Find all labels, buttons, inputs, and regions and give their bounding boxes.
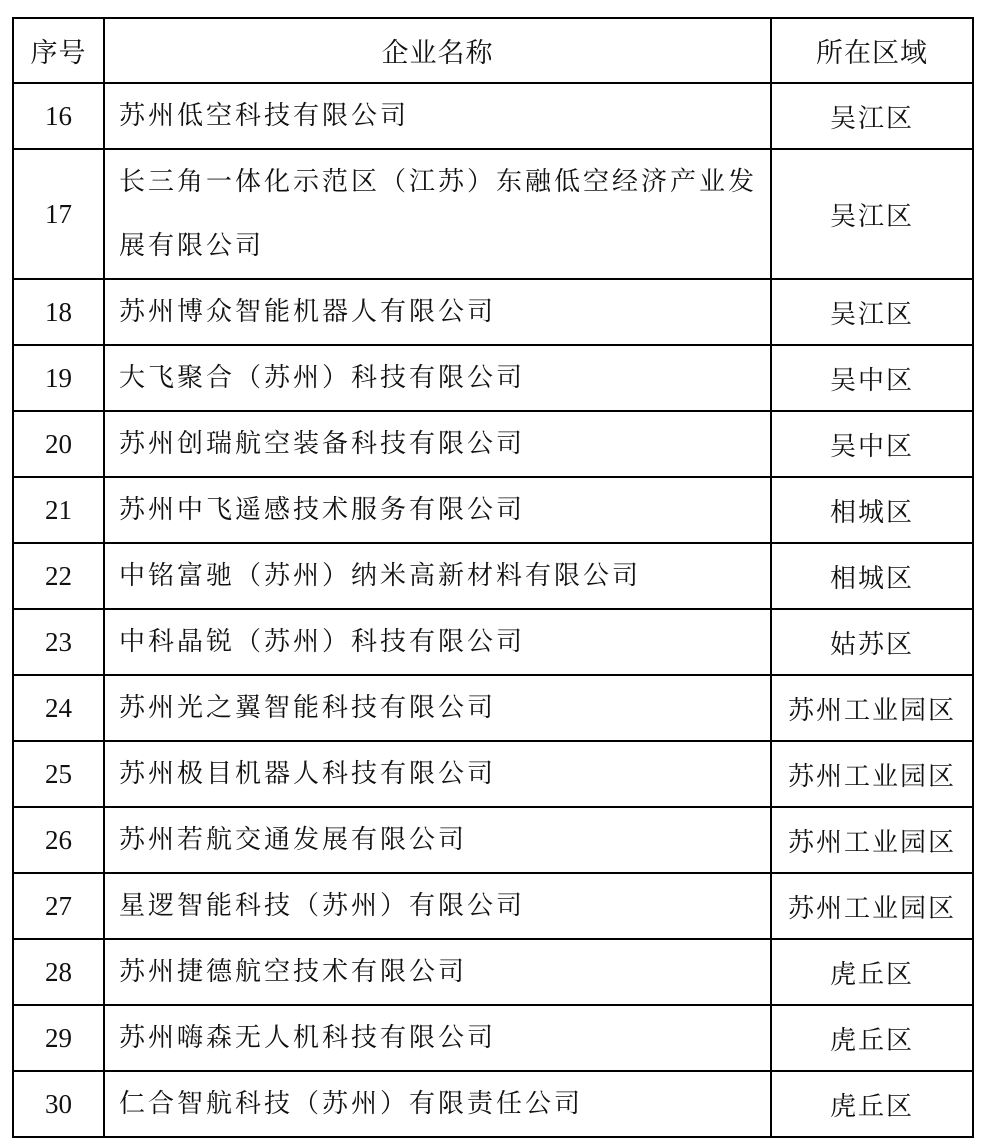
table-row bbox=[13, 741, 973, 807]
row-region: 吴中区 bbox=[771, 345, 973, 411]
row-seq: 29 bbox=[13, 1005, 104, 1071]
table-row bbox=[13, 345, 973, 411]
row-seq: 27 bbox=[13, 873, 104, 939]
table-row bbox=[13, 1005, 973, 1071]
row-region: 虎丘区 bbox=[771, 939, 973, 1005]
row-seq: 18 bbox=[13, 279, 104, 345]
row-company: 苏州光之翼智能科技有限公司 bbox=[104, 675, 771, 741]
row-company: 苏州博众智能机器人有限公司 bbox=[104, 279, 771, 345]
header-seq: 序号 bbox=[13, 18, 104, 83]
row-company: 星逻智能科技（苏州）有限公司 bbox=[104, 873, 771, 939]
table-row bbox=[13, 149, 973, 279]
row-company: 苏州若航交通发展有限公司 bbox=[104, 807, 771, 873]
table-row bbox=[13, 83, 973, 149]
row-seq: 26 bbox=[13, 807, 104, 873]
row-seq: 28 bbox=[13, 939, 104, 1005]
row-region: 吴江区 bbox=[771, 83, 973, 149]
row-region: 姑苏区 bbox=[771, 609, 973, 675]
table-row bbox=[13, 807, 973, 873]
table-row bbox=[13, 1071, 973, 1137]
row-seq: 30 bbox=[13, 1071, 104, 1137]
row-seq: 23 bbox=[13, 609, 104, 675]
row-seq: 25 bbox=[13, 741, 104, 807]
row-region: 虎丘区 bbox=[771, 1005, 973, 1071]
row-company: 苏州创瑞航空装备科技有限公司 bbox=[104, 411, 771, 477]
row-region: 苏州工业园区 bbox=[771, 873, 973, 939]
table-row bbox=[13, 477, 973, 543]
table-row bbox=[13, 543, 973, 609]
row-seq: 19 bbox=[13, 345, 104, 411]
row-company: 大飞聚合（苏州）科技有限公司 bbox=[104, 345, 771, 411]
row-company: 中科晶锐（苏州）科技有限公司 bbox=[104, 609, 771, 675]
row-seq: 22 bbox=[13, 543, 104, 609]
document-page bbox=[12, 17, 972, 1138]
table-row bbox=[13, 609, 973, 675]
row-region: 吴江区 bbox=[771, 149, 973, 279]
company-table bbox=[12, 17, 974, 1138]
row-region: 苏州工业园区 bbox=[771, 675, 973, 741]
row-company: 苏州捷德航空技术有限公司 bbox=[104, 939, 771, 1005]
table-row bbox=[13, 279, 973, 345]
row-company: 苏州嗨森无人机科技有限公司 bbox=[104, 1005, 771, 1071]
row-region: 苏州工业园区 bbox=[771, 741, 973, 807]
table-row bbox=[13, 939, 973, 1005]
row-company: 中铭富驰（苏州）纳米高新材料有限公司 bbox=[104, 543, 771, 609]
table-row bbox=[13, 675, 973, 741]
row-company: 仁合智航科技（苏州）有限责任公司 bbox=[104, 1071, 771, 1137]
header-company: 企业名称 bbox=[104, 18, 771, 83]
row-company: 苏州中飞遥感技术服务有限公司 bbox=[104, 477, 771, 543]
row-company: 长三角一体化示范区（江苏）东融低空经济产业发展有限公司 bbox=[104, 149, 771, 279]
row-region: 吴江区 bbox=[771, 279, 973, 345]
header-region: 所在区域 bbox=[771, 18, 973, 83]
row-seq: 17 bbox=[13, 149, 104, 279]
row-company: 苏州极目机器人科技有限公司 bbox=[104, 741, 771, 807]
row-seq: 24 bbox=[13, 675, 104, 741]
row-region: 苏州工业园区 bbox=[771, 807, 973, 873]
table-header-row bbox=[13, 18, 973, 83]
row-seq: 21 bbox=[13, 477, 104, 543]
row-seq: 16 bbox=[13, 83, 104, 149]
table-row bbox=[13, 411, 973, 477]
row-region: 吴中区 bbox=[771, 411, 973, 477]
row-region: 相城区 bbox=[771, 477, 973, 543]
row-seq: 20 bbox=[13, 411, 104, 477]
table-row bbox=[13, 873, 973, 939]
row-region: 虎丘区 bbox=[771, 1071, 973, 1137]
row-company: 苏州低空科技有限公司 bbox=[104, 83, 771, 149]
row-region: 相城区 bbox=[771, 543, 973, 609]
